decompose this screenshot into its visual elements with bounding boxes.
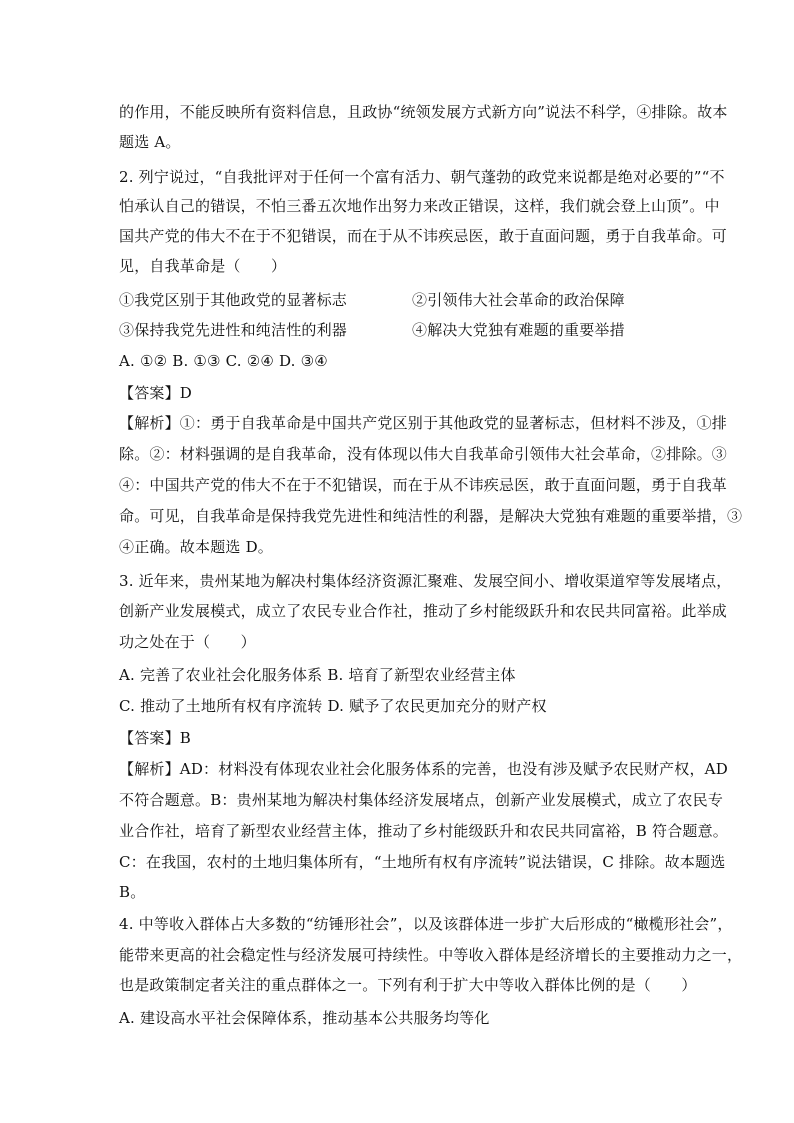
question-3-analysis: B。	[119, 883, 146, 901]
question-2-stem: 怕承认自己的错误，不怕三番五次地作出努力来改正错误，这样，我们就会登上山顶”。中	[119, 197, 720, 215]
question-3-analysis: C：在我国，农村的土地归集体所有，“土地所有权有序流转”说法错误，C 排除。故本题选	[119, 853, 726, 871]
statement-3: ③保持我党先进性和纯洁性的利器	[119, 321, 348, 339]
question-4-stem: 4. 中等收入群体占大多数的“纺锤形社会”，以及该群体进一步扩大后形成的“橄榄形社会”，	[119, 915, 733, 933]
question-3-analysis: 不符合题意。B：贵州某地为解决村集体经济发展堵点，创新产业发展模式，成立了农民专	[119, 791, 724, 809]
question-2-stem: 2. 列宁说过，“自我批评对于任何一个富有活力、朝气蓬勃的政党来说都是绝对必要的”“不	[119, 168, 725, 186]
question-2-analysis: ④：中国共产党的伟大不在于不犯错误，而在于从不讳疾忌医，敢于直面问题，勇于自我革	[119, 476, 728, 494]
question-2-analysis: ④正确。故本题选 D。	[119, 538, 273, 556]
question-4-option-a: A. 建设高水平社会保障体系，推动基本公共服务均等化	[119, 1009, 490, 1027]
statement-4: ④解决大党独有难题的重要举措	[412, 321, 625, 339]
question-2-answer: 【答案】D	[119, 384, 193, 402]
question-2-analysis: 命。可见，自我革命是保持我党先进性和纯洁性的利器，是解决大党独有难题的重要举措，③	[119, 507, 743, 525]
question-2-analysis: 除。②：材料强调的是自我革命，没有体现以伟大自我革命引领伟大社会革命，②排除。③	[119, 445, 728, 463]
question-2-options: A. ①② B. ①③ C. ②④ D. ③④	[119, 352, 328, 370]
question-3-options: A. 完善了农业社会化服务体系 B. 培育了新型农业经营主体	[119, 666, 516, 684]
question-3-stem: 功之处在于（ ）	[119, 633, 256, 651]
text-line: 的作用，不能反映所有资料信息，且政协“统领发展方式新方向”说法不科学，④排除。故本	[119, 103, 728, 121]
statement-2: ②引领伟大社会革命的政治保障	[412, 291, 625, 309]
question-3-analysis: 【解析】AD：材料没有体现农业社会化服务体系的完善，也没有涉及赋予农民财产权，AD	[119, 760, 728, 778]
question-2-stem: 国共产党的伟大不在于不犯错误，而在于从不讳疾忌医，敢于直面问题，勇于自我革命。可	[119, 227, 728, 245]
question-3-answer: 【答案】B	[119, 729, 192, 747]
question-3-stem: 3. 近年来，贵州某地为解决村集体经济资源汇聚难、发展空间小、增收渠道窄等发展堵点，	[119, 572, 732, 590]
question-3-stem: 创新产业发展模式，成立了农民专业合作社，推动了乡村能级跃升和农民共同富裕。此举成	[119, 602, 728, 620]
statement-1: ①我党区别于其他政党的显著标志	[119, 291, 348, 309]
question-3-options: C. 推动了土地所有权有序流转 D. 赋予了农民更加充分的财产权	[119, 697, 547, 715]
question-2-analysis: 【解析】①：勇于自我革命是中国共产党区别于其他政党的显著标志，但材料不涉及，①排	[119, 414, 728, 432]
question-3-analysis: 业合作社，培育了新型农业经营主体，推动了乡村能级跃升和农民共同富裕，B 符合题意。	[119, 822, 728, 840]
question-4-stem: 也是政策制定者关注的重点群体之一。下列有利于扩大中等收入群体比例的是（ ）	[119, 976, 697, 994]
question-2-stem: 见，自我革命是（ ）	[119, 257, 287, 275]
text-line: 题选 A。	[119, 133, 181, 151]
question-4-stem: 能带来更高的社会稳定性与经济发展可持续性。中等收入群体是经济增长的主要推动力之一，	[119, 946, 743, 964]
